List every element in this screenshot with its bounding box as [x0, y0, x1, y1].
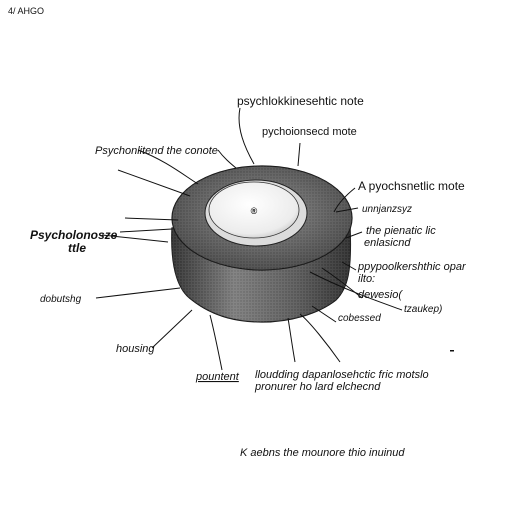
device-center-mark: ®	[250, 206, 258, 216]
leader-housing	[152, 310, 192, 348]
label-right-r4-line2: ilto:	[358, 273, 376, 285]
label-right-r4-line1: ppypoolkershthic opar	[358, 261, 466, 273]
label-bottom-center-line1: lloudding dapanlosehctic fric motslo	[255, 369, 429, 381]
leader-bottom-mid-a	[288, 318, 295, 362]
label-dobutshg: dobutshg	[40, 294, 82, 305]
label-left-title-line2: ttle	[68, 241, 86, 255]
label-right-r5: dewesio(	[358, 289, 403, 301]
leader-left-c	[120, 229, 172, 232]
label-right-r7: cobessed	[338, 313, 381, 324]
label-housing: housing	[116, 343, 155, 355]
device-housing	[172, 166, 352, 322]
leader-dobutshg	[96, 288, 180, 298]
label-upper-left: Psychonlitend the conote	[95, 145, 218, 157]
leader-left-b	[125, 218, 178, 220]
label-right-r3-line2: enlasicnd	[364, 237, 411, 249]
label-top-primary: psychlokkinesehtic note	[237, 94, 364, 108]
figure-caption: K aebns the mounore thio inuinud	[240, 447, 405, 459]
leader-bottom-left	[210, 315, 222, 370]
label-pountent: pountent	[196, 371, 239, 383]
label-top-secondary: pychoionsecd mote	[262, 126, 357, 138]
label-right-r3-line1: the pienatic lic	[366, 225, 436, 237]
leader-top-primary	[239, 108, 254, 164]
label-right-top: A pyochsnetlic mote	[358, 179, 465, 193]
label-left-title-line1: Psycholonosze	[30, 228, 118, 242]
leader-upper-left-a	[218, 150, 236, 168]
label-right-r2: unnjanzsyz	[362, 204, 413, 215]
stray-mark	[450, 350, 454, 352]
leader-left-a	[118, 170, 190, 196]
corner-label: 4/ AHGO	[8, 6, 45, 16]
label-bottom-center-line2: pronurer ho lard elchecnd	[255, 381, 381, 393]
leader-top-secondary	[298, 143, 300, 166]
label-right-r6: tzaukep)	[404, 304, 443, 315]
